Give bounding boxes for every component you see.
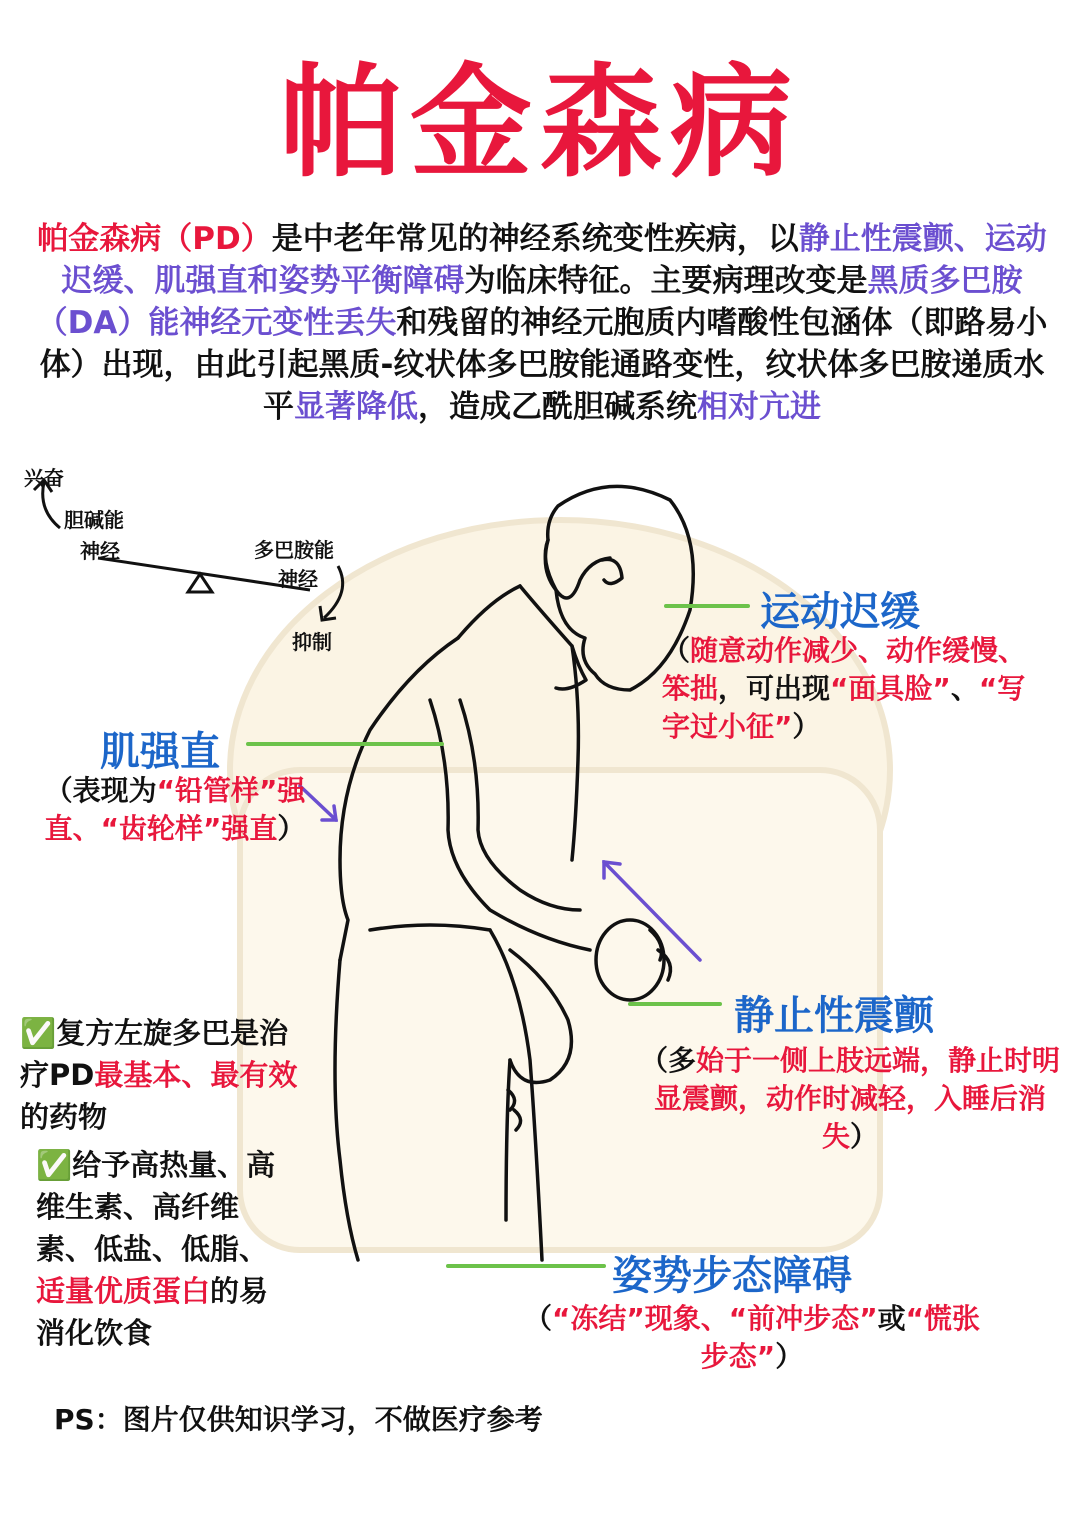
footer-disclaimer: PS：图片仅供知识学习，不做医疗参考 [54, 1403, 543, 1436]
page-title: 帕金森病 [280, 52, 800, 194]
tremor-description: （多始于一侧上肢远端，静止时明显震颤，动作时减轻，入睡后消失） [639, 1044, 1061, 1153]
intro-text: ，造成乙酰胆碱系统 [418, 389, 697, 425]
treatment-drug: ✅复方左旋多巴是治疗PD最基本、最有效的药物 [20, 1016, 298, 1134]
treatment-diet: ✅给予高热量、高维生素、高纤维素、低盐、低脂、适量优质蛋白的易消化饮食 [36, 1148, 276, 1350]
dopaminergic-label: 神经 [278, 567, 318, 591]
cholinergic-label: 胆碱能 [64, 508, 124, 532]
tremor-arrow [604, 862, 700, 960]
bradykinesia-description: （随意动作减少、动作缓慢、笨拙，可出现“面具脸”、“写字过小征”） [662, 634, 1027, 743]
rigidity-description: （表现为“铅管样”强直、“齿轮样”强直） [44, 774, 306, 845]
check-icon: ✅ [20, 1016, 57, 1050]
check-icon: ✅ [36, 1148, 73, 1182]
rigidity-heading: 肌强直 [100, 729, 220, 775]
inhibit-label: 抑制 [292, 630, 332, 654]
intro-highlight: 相对亢进 [697, 389, 821, 425]
bradykinesia-heading: 运动迟缓 [760, 589, 920, 635]
intro-highlight: 显著降低 [294, 389, 418, 425]
tremor-heading: 静止性震颤 [734, 993, 934, 1039]
cholinergic-label: 神经 [80, 539, 120, 563]
intro-symptoms: 静止性震颤、运动迟缓、肌强直和姿势平衡障碍 [61, 221, 1047, 299]
intro-text: 和残留的神经元胞质内嗜酸性包涵体（即路易小体）出现，由此引起黑质-纹状体多巴胺能通路变性，纹状体多巴胺递质水平 [39, 305, 1048, 425]
intro-text: 为临床特征。主要病理改变是 [464, 263, 868, 299]
intro-term: 帕金森病（PD） [37, 221, 272, 257]
excite-label: 兴奋 [24, 466, 64, 490]
intro-pathology: 黑质多巴胺（DA）能神经元变性丢失 [36, 263, 1023, 341]
intro-text: 是中老年常见的神经系统变性疾病，以 [271, 221, 799, 257]
dopaminergic-label: 多巴胺能 [254, 538, 334, 562]
gait-description: （“冻结”现象、“前冲步态”或“慌张步态”） [523, 1302, 981, 1373]
gait-heading: 姿势步态障碍 [612, 1253, 852, 1299]
